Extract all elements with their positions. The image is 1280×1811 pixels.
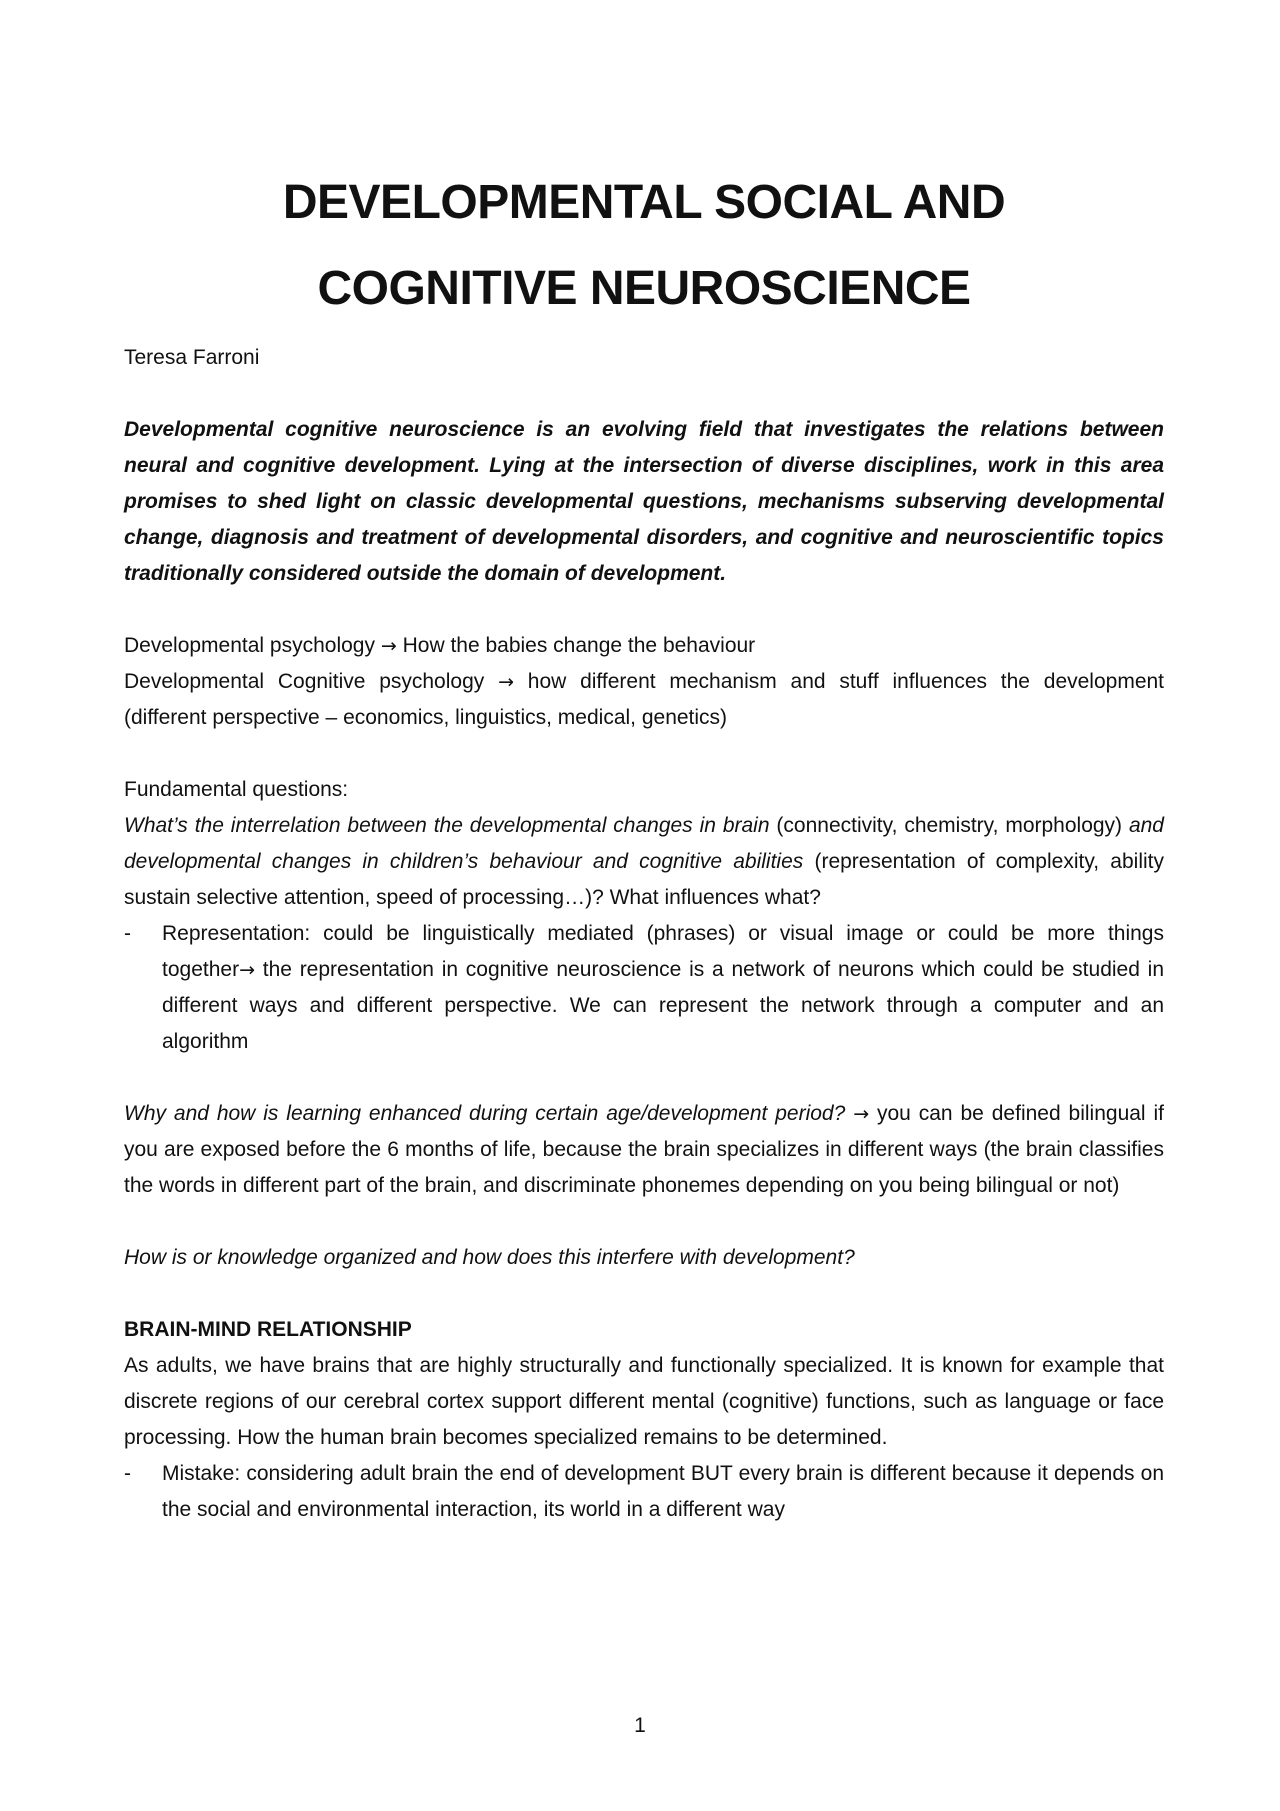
question-italic-part: and developmental changes in children’s behaviour and cognitive abilities (124, 814, 1164, 873)
title-line-1: DEVELOPMENTAL SOCIAL AND (282, 176, 1006, 229)
question-plain-part: (connectivity, chemistry, morphology) (769, 814, 1129, 837)
definition-developmental-cognitive-psychology (124, 664, 1164, 736)
bullet-text-continued: the representation in cognitive neuroscience is a network of neurons which could be studied in different ways and different perspective. We can represent the network through a computer and an algorithm (162, 958, 1164, 1053)
bullet-dash: - (124, 1462, 131, 1485)
question-learning (124, 1096, 1164, 1204)
question-plain-part: (representation of complexity, ability sustain selective attention, speed of processing…)? What influences what? (124, 850, 1164, 909)
question-interrelation (124, 808, 1164, 916)
author-name: Teresa Farroni (124, 346, 260, 369)
abstract: Developmental cognitive neuroscience is an evolving field that investigates the relations between neural and cognitive development. Lying at the intersection of diverse disciplines, work in this area promises to shed light on classic developmental questions, mechanisms subserving developmental change, diagnosis and treatment of developmental disorders, and cognitive and neuroscientific topics traditionally considered outside the domain of development. (124, 418, 1164, 585)
questions-heading: Fundamental questions: (124, 778, 349, 801)
section-heading-brain-mind: BRAIN-MIND RELATIONSHIP (124, 1318, 412, 1341)
question-italic-part: Why and how is learning enhanced during certain age/development period? (124, 1102, 846, 1125)
arrow-right-icon: → (380, 635, 397, 657)
definition-developmental-psychology (124, 628, 1164, 664)
page-number: 1 (634, 1714, 646, 1737)
arrow-right-icon: → (239, 959, 255, 981)
arrow-right-icon: → (498, 671, 514, 693)
arrow-right-icon: → (853, 1103, 870, 1125)
bullet-text: Mistake: considering adult brain the end of development BUT every brain is different because it depends on the social and environmental interaction, its world in a different way (162, 1462, 1164, 1521)
definition-term: Developmental psychology (124, 634, 375, 657)
definition-text: How the babies change the behaviour (402, 634, 756, 657)
question-knowledge: How is or knowledge organized and how does this interfere with development? (124, 1246, 855, 1269)
definition-term: Developmental Cognitive psychology (124, 670, 485, 693)
brain-mind-paragraph: As adults, we have brains that are highly structurally and functionally specialized. It is known for example that discrete regions of our cerebral cortex support different mental (cognitive) functions, such as language or face processing. How the human brain becomes specialized remains to be determined. (124, 1354, 1164, 1449)
definition-text: how different mechanism and stuff influences the development (different perspective – economics, linguistics, medical, genetics) (124, 670, 1165, 729)
document-page (124, 160, 1164, 1528)
bullet-mistake (124, 1456, 1164, 1528)
bullet-representation (124, 916, 1164, 1060)
question-plain-part: you can be defined bilingual if you are exposed before the 6 months of life, because the brain specializes in different ways (the brain classifies the words in different part of the brain, and discriminate phonemes depending on you being bilingual or not) (124, 1102, 1164, 1197)
document-title (124, 160, 1164, 332)
question-italic-part: What’s the interrelation between the developmental changes in brain (124, 814, 770, 837)
title-line-2: COGNITIVE NEUROSCIENCE (317, 262, 971, 315)
bullet-dash: - (124, 922, 131, 945)
bullet-text: Representation: could be linguistically mediated (phrases) or visual image or could be more things together (162, 922, 1164, 981)
